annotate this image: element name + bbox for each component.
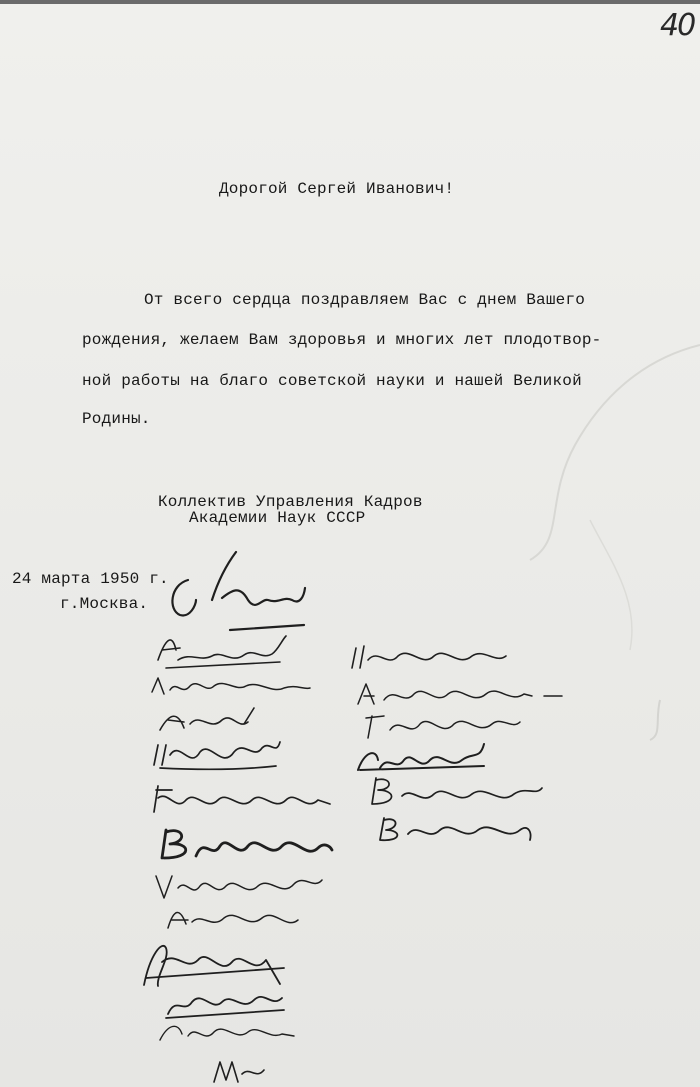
signature xyxy=(162,830,332,858)
signature xyxy=(154,742,280,769)
signature xyxy=(166,997,284,1018)
signature xyxy=(160,1026,294,1040)
signature xyxy=(172,552,305,630)
body-line-1: От всего сердца поздравляем Вас с днем Вашего xyxy=(144,291,586,309)
archive-page-number: 40 xyxy=(660,8,695,43)
date-line: 24 марта 1950 г. xyxy=(12,570,169,588)
signature xyxy=(380,818,531,840)
signature xyxy=(372,778,542,804)
body-line-4: Родины. xyxy=(82,410,151,428)
signature xyxy=(358,684,562,704)
signature xyxy=(160,708,254,730)
signature xyxy=(158,636,286,668)
body-line-3: ной работы на благо советской науки и нашей Великой xyxy=(82,372,582,390)
signature xyxy=(156,876,322,898)
sender-line-2: Академии Наук СССР xyxy=(189,509,366,527)
signature xyxy=(366,716,520,738)
signature xyxy=(144,946,284,986)
place-line: г.Москва. xyxy=(60,595,149,613)
signature xyxy=(154,786,330,812)
signature xyxy=(352,646,506,668)
signature xyxy=(168,912,298,928)
sender-line-1: Коллектив Управления Кадров xyxy=(158,493,423,511)
signature xyxy=(358,744,484,770)
salutation: Дорогой Сергей Иванович! xyxy=(219,180,455,198)
body-line-2: рождения, желаем Вам здоровья и многих лет плодотвор- xyxy=(82,331,602,349)
signature xyxy=(214,1062,264,1082)
signature xyxy=(152,678,310,694)
